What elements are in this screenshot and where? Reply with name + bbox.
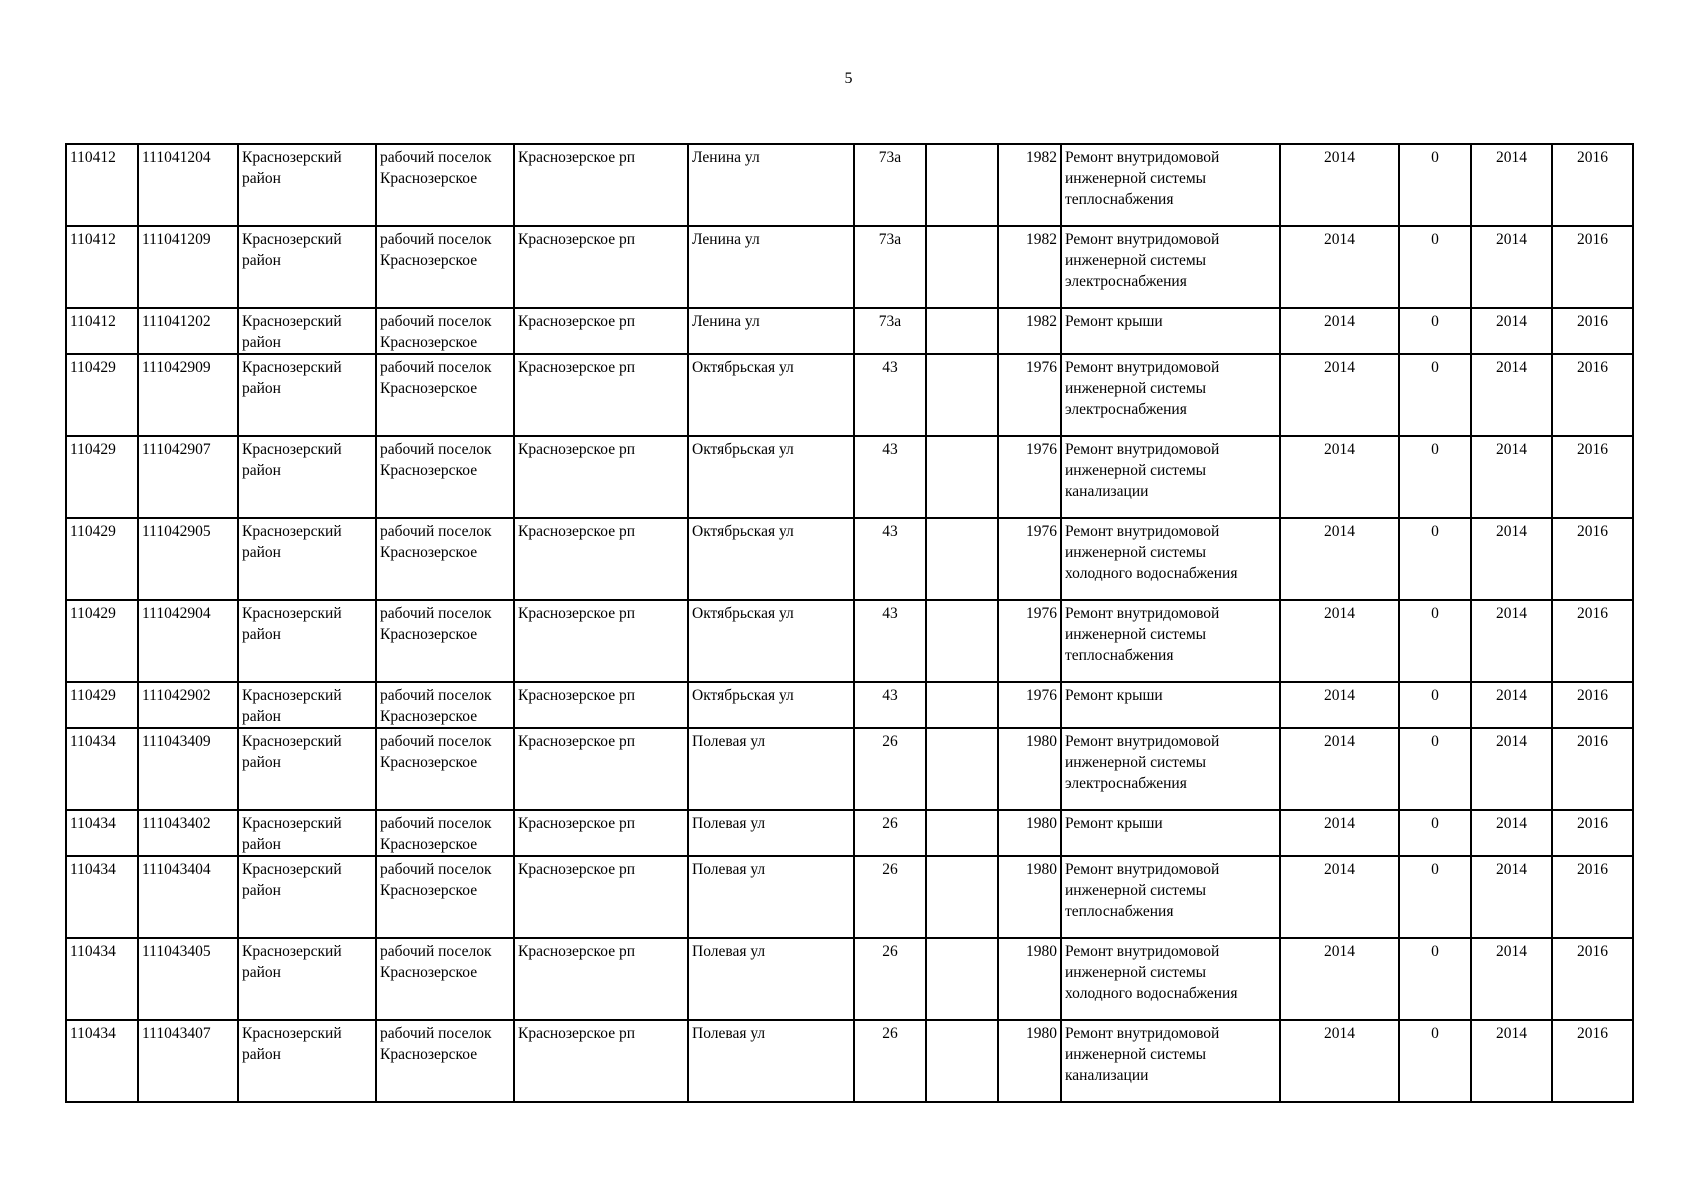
cell-district: Краснозерский район (238, 308, 376, 354)
cell-code: 110434 (66, 728, 138, 810)
cell-year-3: 2016 (1552, 436, 1633, 518)
cell-object-id: 111042905 (138, 518, 238, 600)
cell-street: Октябрьская ул (688, 518, 854, 600)
table-row (66, 1020, 1633, 1102)
cell-object-id: 111042907 (138, 436, 238, 518)
cell-object-id: 111041202 (138, 308, 238, 354)
cell-settlement: рабочий поселок Краснозерское (376, 308, 514, 354)
cell-settlement: рабочий поселок Краснозерское (376, 518, 514, 600)
cell-house: 43 (854, 600, 926, 682)
cell-street: Полевая ул (688, 856, 854, 938)
cell-extra (926, 728, 998, 810)
cell-code: 110434 (66, 856, 138, 938)
cell-value: 0 (1399, 938, 1471, 1020)
cell-value: 0 (1399, 518, 1471, 600)
cell-work-type: Ремонт крыши (1061, 682, 1280, 728)
cell-year-3: 2016 (1552, 354, 1633, 436)
cell-value: 0 (1399, 226, 1471, 308)
cell-house: 43 (854, 518, 926, 600)
cell-object-id: 111043409 (138, 728, 238, 810)
cell-house: 73а (854, 226, 926, 308)
cell-house: 43 (854, 682, 926, 728)
cell-value: 0 (1399, 1020, 1471, 1102)
cell-value: 0 (1399, 308, 1471, 354)
cell-street: Полевая ул (688, 1020, 854, 1102)
cell-object-id: 111042909 (138, 354, 238, 436)
cell-house: 26 (854, 728, 926, 810)
cell-locality: Краснозерское рп (514, 226, 688, 308)
cell-year-1: 2014 (1280, 226, 1399, 308)
cell-object-id: 111043407 (138, 1020, 238, 1102)
cell-year-2: 2014 (1471, 856, 1552, 938)
cell-district: Краснозерский район (238, 682, 376, 728)
cell-year-2: 2014 (1471, 436, 1552, 518)
cell-extra (926, 436, 998, 518)
cell-district: Краснозерский район (238, 600, 376, 682)
cell-value: 0 (1399, 600, 1471, 682)
cell-work-type: Ремонт внутридомовой инженерной системы теплоснабжения (1061, 856, 1280, 938)
cell-settlement: рабочий поселок Краснозерское (376, 144, 514, 226)
cell-build-year: 1980 (998, 938, 1061, 1020)
cell-work-type: Ремонт внутридомовой инженерной системы канализации (1061, 436, 1280, 518)
cell-value: 0 (1399, 728, 1471, 810)
cell-year-3: 2016 (1552, 810, 1633, 856)
cell-street: Ленина ул (688, 226, 854, 308)
cell-year-2: 2014 (1471, 226, 1552, 308)
cell-object-id: 111041209 (138, 226, 238, 308)
cell-district: Краснозерский район (238, 728, 376, 810)
cell-code: 110434 (66, 1020, 138, 1102)
cell-extra (926, 682, 998, 728)
cell-value: 0 (1399, 436, 1471, 518)
cell-year-1: 2014 (1280, 1020, 1399, 1102)
cell-year-3: 2016 (1552, 1020, 1633, 1102)
cell-settlement: рабочий поселок Краснозерское (376, 226, 514, 308)
cell-build-year: 1982 (998, 308, 1061, 354)
table-row (66, 436, 1633, 518)
cell-extra (926, 144, 998, 226)
cell-locality: Краснозерское рп (514, 728, 688, 810)
cell-build-year: 1980 (998, 1020, 1061, 1102)
cell-house: 43 (854, 354, 926, 436)
cell-extra (926, 518, 998, 600)
cell-value: 0 (1399, 810, 1471, 856)
cell-extra (926, 1020, 998, 1102)
cell-work-type: Ремонт внутридомовой инженерной системы теплоснабжения (1061, 600, 1280, 682)
cell-district: Краснозерский район (238, 226, 376, 308)
cell-district: Краснозерский район (238, 518, 376, 600)
cell-code: 110434 (66, 810, 138, 856)
cell-code: 110434 (66, 938, 138, 1020)
table-body (66, 144, 1633, 1102)
cell-build-year: 1980 (998, 810, 1061, 856)
cell-value: 0 (1399, 682, 1471, 728)
cell-street: Октябрьская ул (688, 682, 854, 728)
cell-year-2: 2014 (1471, 810, 1552, 856)
cell-extra (926, 600, 998, 682)
cell-code: 110412 (66, 144, 138, 226)
cell-district: Краснозерский район (238, 810, 376, 856)
table-row (66, 856, 1633, 938)
cell-settlement: рабочий поселок Краснозерское (376, 1020, 514, 1102)
cell-code: 110429 (66, 682, 138, 728)
cell-object-id: 111043402 (138, 810, 238, 856)
cell-object-id: 111041204 (138, 144, 238, 226)
cell-build-year: 1976 (998, 682, 1061, 728)
table-row (66, 682, 1633, 728)
cell-year-3: 2016 (1552, 856, 1633, 938)
cell-object-id: 111043404 (138, 856, 238, 938)
cell-locality: Краснозерское рп (514, 938, 688, 1020)
cell-build-year: 1982 (998, 144, 1061, 226)
cell-year-3: 2016 (1552, 682, 1633, 728)
cell-year-3: 2016 (1552, 518, 1633, 600)
cell-work-type: Ремонт внутридомовой инженерной системы холодного водоснабжения (1061, 518, 1280, 600)
cell-year-3: 2016 (1552, 728, 1633, 810)
cell-year-1: 2014 (1280, 518, 1399, 600)
cell-settlement: рабочий поселок Краснозерское (376, 810, 514, 856)
cell-code: 110429 (66, 354, 138, 436)
table-row (66, 308, 1633, 354)
cell-year-1: 2014 (1280, 354, 1399, 436)
cell-work-type: Ремонт внутридомовой инженерной системы электроснабжения (1061, 728, 1280, 810)
repair-register-table (65, 143, 1634, 1103)
cell-year-2: 2014 (1471, 354, 1552, 436)
cell-locality: Краснозерское рп (514, 518, 688, 600)
cell-year-3: 2016 (1552, 600, 1633, 682)
cell-house: 26 (854, 1020, 926, 1102)
cell-year-1: 2014 (1280, 856, 1399, 938)
cell-code: 110412 (66, 226, 138, 308)
cell-locality: Краснозерское рп (514, 354, 688, 436)
cell-build-year: 1980 (998, 856, 1061, 938)
cell-year-2: 2014 (1471, 1020, 1552, 1102)
cell-value: 0 (1399, 856, 1471, 938)
cell-value: 0 (1399, 354, 1471, 436)
cell-street: Ленина ул (688, 308, 854, 354)
cell-year-2: 2014 (1471, 938, 1552, 1020)
cell-house: 26 (854, 810, 926, 856)
cell-locality: Краснозерское рп (514, 810, 688, 856)
cell-locality: Краснозерское рп (514, 308, 688, 354)
cell-year-2: 2014 (1471, 682, 1552, 728)
cell-house: 26 (854, 938, 926, 1020)
cell-build-year: 1976 (998, 354, 1061, 436)
cell-build-year: 1980 (998, 728, 1061, 810)
table-row (66, 810, 1633, 856)
cell-locality: Краснозерское рп (514, 144, 688, 226)
cell-extra (926, 354, 998, 436)
cell-locality: Краснозерское рп (514, 856, 688, 938)
cell-settlement: рабочий поселок Краснозерское (376, 436, 514, 518)
table-row (66, 226, 1633, 308)
cell-house: 43 (854, 436, 926, 518)
cell-extra (926, 308, 998, 354)
cell-object-id: 111043405 (138, 938, 238, 1020)
cell-year-1: 2014 (1280, 600, 1399, 682)
cell-street: Полевая ул (688, 938, 854, 1020)
cell-value: 0 (1399, 144, 1471, 226)
cell-year-2: 2014 (1471, 518, 1552, 600)
cell-settlement: рабочий поселок Краснозерское (376, 856, 514, 938)
table-row (66, 144, 1633, 226)
cell-year-1: 2014 (1280, 810, 1399, 856)
cell-settlement: рабочий поселок Краснозерское (376, 728, 514, 810)
cell-work-type: Ремонт внутридомовой инженерной системы холодного водоснабжения (1061, 938, 1280, 1020)
cell-locality: Краснозерское рп (514, 1020, 688, 1102)
cell-district: Краснозерский район (238, 436, 376, 518)
cell-street: Полевая ул (688, 728, 854, 810)
cell-locality: Краснозерское рп (514, 436, 688, 518)
cell-extra (926, 226, 998, 308)
cell-work-type: Ремонт внутридомовой инженерной системы теплоснабжения (1061, 144, 1280, 226)
cell-extra (926, 856, 998, 938)
cell-street: Октябрьская ул (688, 436, 854, 518)
cell-year-2: 2014 (1471, 308, 1552, 354)
table-row (66, 938, 1633, 1020)
cell-year-1: 2014 (1280, 938, 1399, 1020)
table-row (66, 354, 1633, 436)
cell-locality: Краснозерское рп (514, 682, 688, 728)
cell-year-1: 2014 (1280, 728, 1399, 810)
cell-district: Краснозерский район (238, 354, 376, 436)
page-number: 5 (844, 70, 853, 87)
cell-code: 110412 (66, 308, 138, 354)
cell-house: 26 (854, 856, 926, 938)
cell-street: Ленина ул (688, 144, 854, 226)
cell-year-1: 2014 (1280, 682, 1399, 728)
cell-district: Краснозерский район (238, 938, 376, 1020)
cell-year-3: 2016 (1552, 938, 1633, 1020)
cell-work-type: Ремонт внутридомовой инженерной системы канализации (1061, 1020, 1280, 1102)
cell-work-type: Ремонт крыши (1061, 308, 1280, 354)
cell-year-2: 2014 (1471, 728, 1552, 810)
cell-object-id: 111042902 (138, 682, 238, 728)
table-row (66, 518, 1633, 600)
cell-street: Октябрьская ул (688, 354, 854, 436)
cell-year-1: 2014 (1280, 144, 1399, 226)
cell-locality: Краснозерское рп (514, 600, 688, 682)
cell-build-year: 1982 (998, 226, 1061, 308)
cell-extra (926, 810, 998, 856)
cell-extra (926, 938, 998, 1020)
cell-street: Октябрьская ул (688, 600, 854, 682)
cell-year-3: 2016 (1552, 308, 1633, 354)
cell-district: Краснозерский район (238, 856, 376, 938)
cell-code: 110429 (66, 518, 138, 600)
cell-work-type: Ремонт крыши (1061, 810, 1280, 856)
cell-work-type: Ремонт внутридомовой инженерной системы электроснабжения (1061, 226, 1280, 308)
cell-work-type: Ремонт внутридомовой инженерной системы электроснабжения (1061, 354, 1280, 436)
cell-settlement: рабочий поселок Краснозерское (376, 938, 514, 1020)
cell-code: 110429 (66, 600, 138, 682)
cell-object-id: 111042904 (138, 600, 238, 682)
cell-year-3: 2016 (1552, 144, 1633, 226)
cell-settlement: рабочий поселок Краснозерское (376, 682, 514, 728)
cell-settlement: рабочий поселок Краснозерское (376, 354, 514, 436)
cell-year-2: 2014 (1471, 600, 1552, 682)
cell-district: Краснозерский район (238, 1020, 376, 1102)
cell-build-year: 1976 (998, 600, 1061, 682)
cell-year-1: 2014 (1280, 436, 1399, 518)
cell-code: 110429 (66, 436, 138, 518)
cell-house: 73а (854, 308, 926, 354)
cell-street: Полевая ул (688, 810, 854, 856)
table-row (66, 600, 1633, 682)
cell-settlement: рабочий поселок Краснозерское (376, 600, 514, 682)
cell-build-year: 1976 (998, 518, 1061, 600)
cell-district: Краснозерский район (238, 144, 376, 226)
cell-house: 73а (854, 144, 926, 226)
cell-year-1: 2014 (1280, 308, 1399, 354)
cell-year-2: 2014 (1471, 144, 1552, 226)
cell-year-3: 2016 (1552, 226, 1633, 308)
table-row (66, 728, 1633, 810)
cell-build-year: 1976 (998, 436, 1061, 518)
